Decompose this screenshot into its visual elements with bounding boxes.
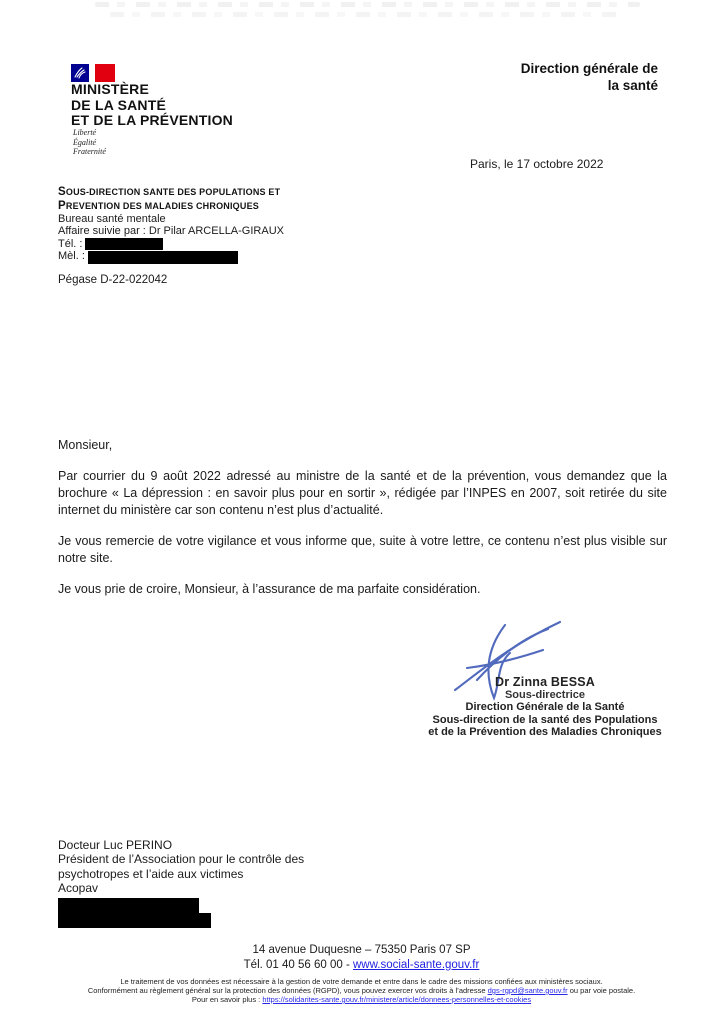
- sender-department-line1: SOUS-DIRECTION SANTE DES POPULATIONS ET: [58, 186, 281, 198]
- legal-line3-prefix: Pour en savoir plus :: [191, 995, 263, 1004]
- privacy-url-link[interactable]: https://solidarites-sante.gouv.fr/ministere/article/donnees-personnelles-et-cookies: [262, 995, 532, 1004]
- signer-org-line2: Sous-direction de la santé des Populations: [432, 713, 658, 726]
- signer-org-line3: et de la Prévention des Maladies Chroniques: [428, 726, 662, 739]
- signer-title: Sous-directrice: [504, 688, 586, 701]
- redaction-box-mel: [88, 251, 238, 264]
- legal-block: [0, 977, 723, 1004]
- footer-address-block: [0, 943, 723, 972]
- direction-line: la santé: [607, 78, 658, 93]
- sender-tel-line: [58, 238, 284, 250]
- sender-handler: Affaire suivie par : Dr Pilar ARCELLA-GIRAUX: [58, 225, 284, 238]
- legal-line3: [0, 995, 723, 1004]
- footer-website-link[interactable]: www.social-sante.gouv.fr: [352, 958, 480, 971]
- legal-line2-suffix: ou par voie postale.: [567, 986, 636, 995]
- marianne-icon: [71, 64, 89, 82]
- body-paragraph-1: Par courrier du 9 août 2022 adressé au ministre de la santé et de la prévention, vous demandez que la brochure « La dépression : en savoir plus pour en sortir », rédigée par l’INPES en 2007, soit retirée du site internet du ministère car son contenu n’est plus d’actualité.: [58, 469, 667, 517]
- footer-phone: Tél. 01 40 56 60 00 -: [243, 958, 353, 971]
- letter-body: [58, 437, 667, 598]
- recipient-name: Docteur Luc PERINO: [58, 838, 173, 852]
- direction-title: [521, 60, 658, 94]
- french-flag-icon: [71, 64, 115, 82]
- direction-line: Direction générale de: [520, 61, 658, 76]
- motto-line: Fraternité: [73, 147, 106, 156]
- sender-mel-line: [58, 250, 284, 262]
- body-paragraph-2: Je vous remercie de votre vigilance et vous informe que, suite à votre lettre, ce contenu n’est plus visible sur notre site.: [58, 534, 667, 565]
- motto-line: Liberté: [73, 128, 97, 137]
- legal-line2: [0, 986, 723, 995]
- date-line: Paris, le 17 octobre 2022: [470, 157, 604, 171]
- footer-contact-line: [0, 958, 723, 973]
- ministry-line: ET DE LA PRÉVENTION: [71, 112, 233, 128]
- legal-line2-prefix: Conformément au règlement général sur la protection des données (RGPD), vous pouvez exercer vos droits à l’adresse: [87, 986, 488, 995]
- redaction-box-address1: [58, 898, 199, 913]
- sender-block: [58, 185, 284, 286]
- sender-department-line2: PREVENTION DES MALADIES CHRONIQUES: [58, 200, 259, 212]
- ministry-logo: [71, 64, 115, 82]
- ministry-line: MINISTÈRE: [71, 81, 150, 97]
- body-paragraph-3: Je vous prie de croire, Monsieur, à l’assurance de ma parfaite considération.: [58, 582, 481, 596]
- case-reference: Pégase D-22-022042: [58, 273, 168, 286]
- ministry-line: DE LA SANTÉ: [71, 96, 167, 113]
- recipient-title-line2: psychotropes et l’aide aux victimes: [58, 866, 244, 881]
- legal-line1: Le traitement de vos données est nécessaire à la gestion de votre demande et entre dans le cadre des missions confiées aux ministères sociaux.: [120, 977, 603, 986]
- republic-motto: [73, 128, 106, 157]
- sender-bureau: Bureau santé mentale: [58, 213, 166, 225]
- recipient-org: Acopav: [58, 881, 99, 896]
- tel-label: Tél. :: [58, 237, 83, 250]
- rgpd-email-link[interactable]: dgs-rgpd@sante.gouv.fr: [487, 986, 568, 995]
- scan-artifact-top: [95, 2, 640, 7]
- scan-artifact-top-2: [110, 12, 620, 17]
- recipient-block: [58, 838, 304, 928]
- mel-label: Mèl. :: [58, 250, 85, 263]
- footer-street-address: 14 avenue Duquesne – 75350 Paris 07 SP: [252, 944, 471, 956]
- motto-line: Égalité: [73, 137, 97, 147]
- redaction-box-address2: [58, 913, 211, 928]
- redaction-box-tel: [85, 238, 163, 250]
- signature-block: [415, 676, 675, 739]
- ministry-wordmark: [71, 82, 233, 129]
- signer-org-line1: Direction Générale de la Santé: [465, 701, 625, 714]
- recipient-title-line1: Président de l’Association pour le contrôle des: [58, 852, 305, 867]
- signer-name: Dr Zinna BESSA: [494, 675, 596, 689]
- salutation: Monsieur,: [58, 438, 113, 452]
